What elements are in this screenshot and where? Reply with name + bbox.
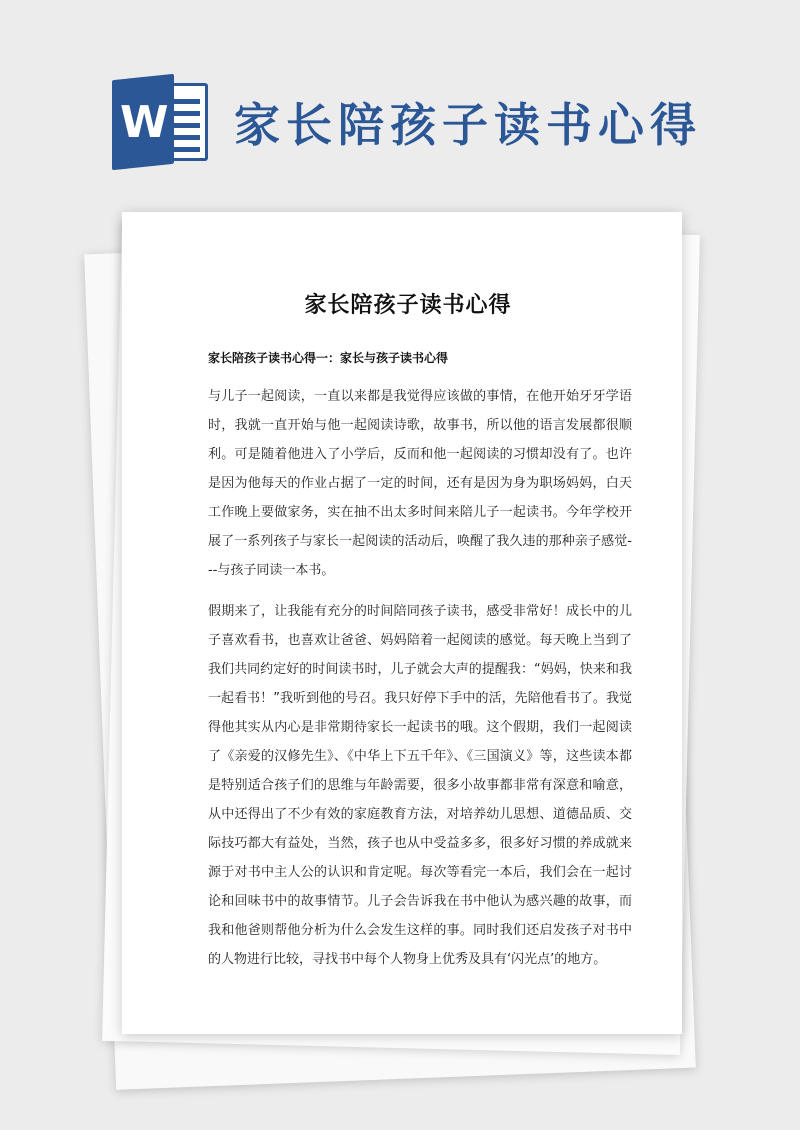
document-line [170,135,200,140]
document-title: 家长陪孩子读书心得 [304,293,512,318]
document-line [170,99,200,104]
header-banner [112,74,702,170]
document-page [122,212,682,1034]
document-subtitle: 家长陪孩子读书心得一：家长与孩子读书心得 [208,351,449,365]
document-paragraph: 假期来了，让我能有充分的时间陪同孩子读书，感受非常好！成长中的儿子喜欢看书，也喜欢让爸爸、妈妈陪着一起阅读的感觉。每天晚上当到了我们共同约定好的时间读书时，儿子就会大声的提醒我：“妈妈，快来和我一起看书！”我听到他的号召。我只好停下手中的活，先陪他看书了。我觉得他其实从内心是非常期待家长一起读书的哦。这个假期，我们一起阅读了《亲爱的汉修先生》、《中华上下五千年》、《三国演义》等，这些读本都是特别适合孩子们的思维与年龄需要，很多小故事都非常有深意和喻意，从中还得出了不少有效的家庭教育方法，对培养幼儿思想、道德品质、交际技巧都大有益处，当然，孩子也从中受益多多，很多好习惯的养成就来源于对书中主人公的认识和肯定呢。每次等看完一本后，我们会在一起讨论和回味书中的故事情节。儿子会告诉我在书中他认为感兴趣的故事，而我和他爸则帮他分析为什么会发生这样的事。同时我们还启发孩子对书中的人物进行比较，寻找书中每个人物身上优秀及具有‘闪光点’的地方。 [208,604,632,967]
document-paragraph: 与儿子一起阅读，一直以来都是我觉得应该做的事情，在他开始牙牙学语时，我就一直开始与他一起阅读诗歌，故事书，所以他的语言发展都很顺利。可是随着他进入了小学后，反而和他一起阅读的习惯却没有了。也许是因为他每天的作业占据了一定的时间，还有是因为身为职场妈妈，白天工作晚上要做家务，实在抽不出太多时间来陪儿子一起读书。今年学校开展了一系列孩子与家长一起阅读的活动后，唤醒了我久违的那种亲子感觉---与孩子同读一本书。 [208,389,632,578]
document-line [170,147,200,152]
document-line [170,123,200,128]
document-line [170,111,200,116]
word-document-icon [112,77,212,167]
word-letter: W [120,97,169,148]
banner-title: 家长陪孩子读书心得 [234,98,702,152]
